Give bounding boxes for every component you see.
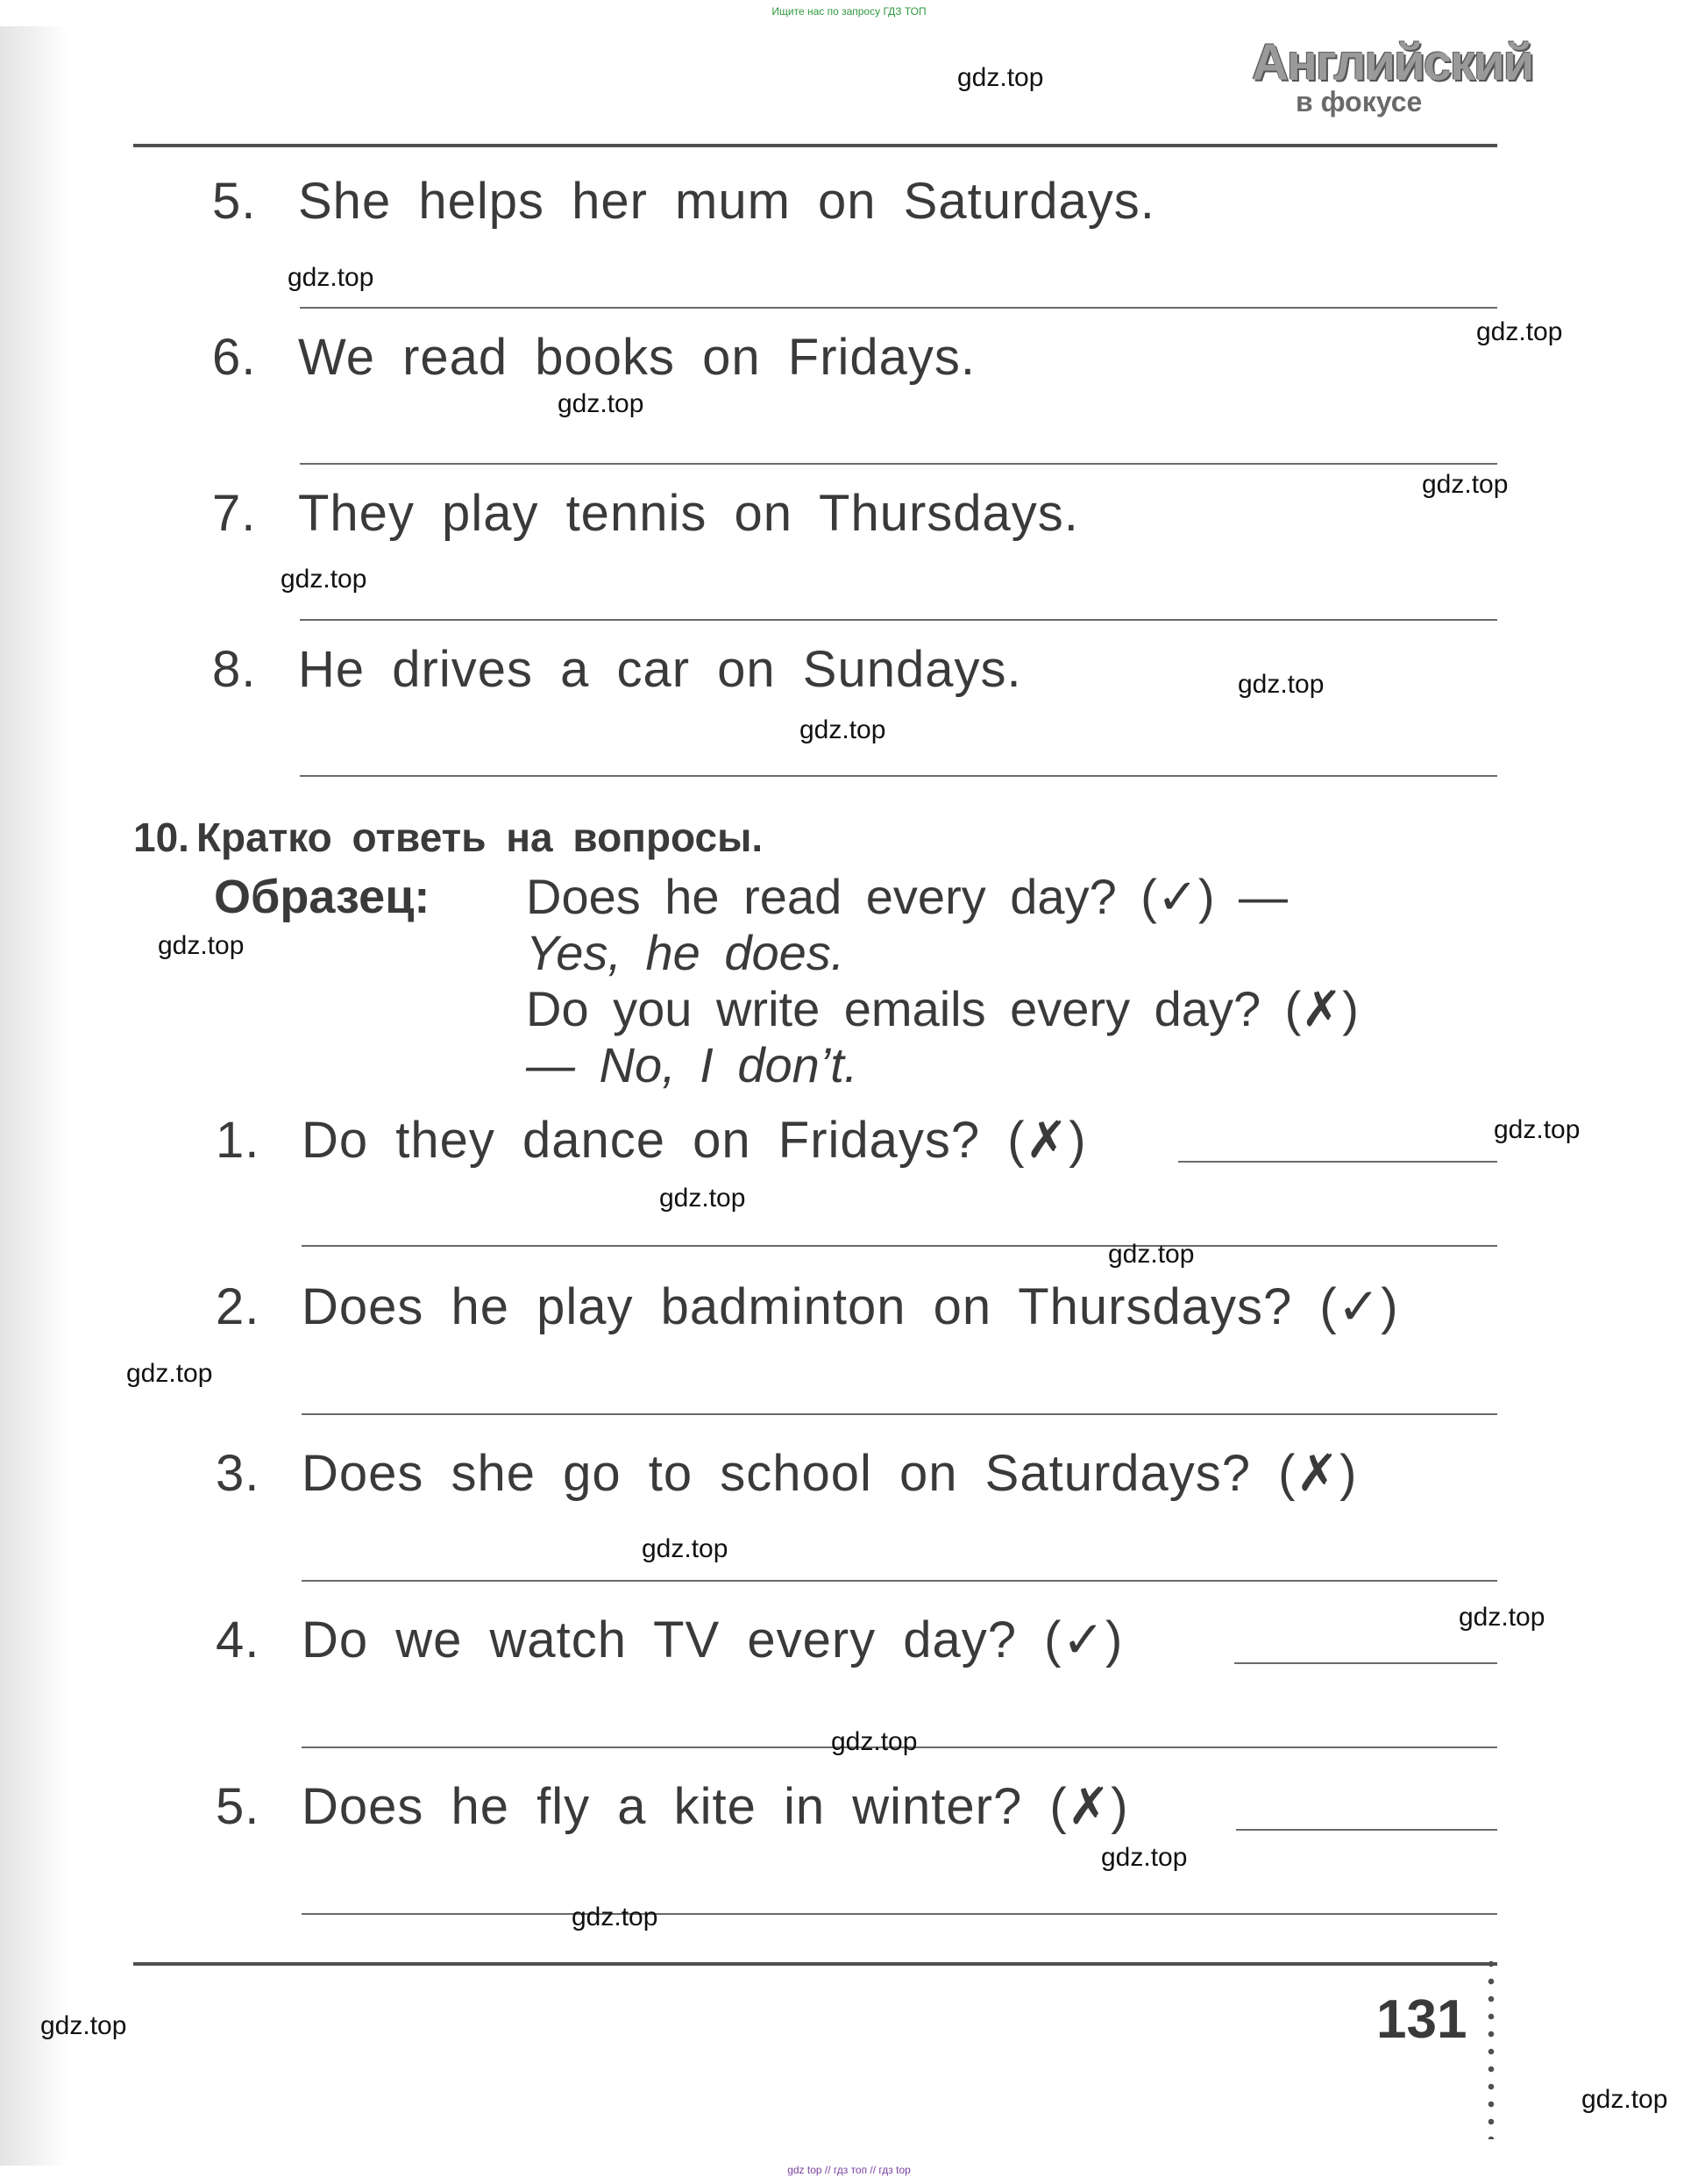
answer-line [1234, 1662, 1497, 1664]
sentence-text: We read books on Fridays. [298, 329, 977, 386]
question-text: Do we watch TV every day? (✓) [302, 1611, 1124, 1668]
site-notice: Ищите нас по запросу ГДЗ ТОП [771, 5, 927, 18]
question-number: 5. [216, 1778, 260, 1835]
question-text: Does he play badminton on Thursdays? (✓) [302, 1278, 1399, 1335]
sentence-text: They play tennis on Thursdays. [298, 485, 1079, 542]
answer-line [300, 775, 1497, 777]
header-rule [133, 144, 1497, 147]
question-item [216, 1610, 1123, 1669]
sentence-item [212, 484, 1079, 543]
sentence-item [212, 328, 976, 387]
question-number: 2. [216, 1278, 260, 1335]
sentence-number: 6. [212, 329, 257, 386]
watermark: gdz.top [799, 715, 886, 744]
book-logo [1243, 33, 1533, 121]
question-number: 4. [216, 1611, 260, 1668]
watermark: gdz.top [1476, 317, 1563, 346]
question-item [216, 1776, 1129, 1836]
page-fold-shadow [0, 26, 70, 2166]
watermark: gdz.top [957, 63, 1044, 92]
sample-answer: Yes, he does. [526, 925, 845, 980]
watermark: gdz.top [1101, 1843, 1188, 1872]
watermark: gdz.top [1459, 1603, 1545, 1632]
answer-line [300, 463, 1497, 465]
sentence-number: 8. [212, 641, 257, 698]
footer-rule [133, 1962, 1497, 1966]
question-text: Does she go to school on Saturdays? (✗) [302, 1445, 1358, 1502]
answer-line [1178, 1161, 1497, 1163]
sentence-number: 7. [212, 485, 257, 542]
question-item [216, 1443, 1357, 1503]
question-item [216, 1110, 1087, 1170]
question-item [216, 1277, 1399, 1336]
answer-line [1236, 1829, 1497, 1831]
question-number: 3. [216, 1445, 260, 1502]
watermark: gdz.top [1581, 2085, 1668, 2114]
question-text: Does he fly a kite in winter? (✗) [302, 1778, 1129, 1835]
watermark: gdz.top [831, 1727, 918, 1756]
question-number: 1. [216, 1112, 260, 1169]
watermark: gdz.top [1494, 1115, 1581, 1144]
logo-subtitle: в фокусе [1296, 86, 1423, 117]
footer-notice: gdz top // гдз топ // гдз top [787, 2164, 911, 2176]
sample-line: Does he read every day? (✓) — [526, 869, 1289, 924]
question-text: Do they dance on Fridays? (✗) [302, 1112, 1087, 1169]
answer-line [302, 1413, 1497, 1415]
answer-line [300, 619, 1497, 621]
watermark: gdz.top [1422, 470, 1509, 499]
watermark: gdz.top [1108, 1240, 1195, 1269]
watermark: gdz.top [572, 1903, 658, 1931]
answer-line [302, 1245, 1497, 1247]
exercise-title [133, 814, 763, 861]
page-number: 131 [1376, 1989, 1467, 2050]
watermark: gdz.top [158, 931, 245, 960]
sentence-item [212, 640, 1022, 699]
exercise-number: 10. [133, 815, 189, 860]
sample-label: Образец: [214, 871, 430, 923]
sentence-item [212, 172, 1155, 231]
sample-answer: — No, I don’t. [526, 1037, 858, 1092]
watermark: gdz.top [40, 2011, 127, 2040]
dotted-edge [1488, 1955, 1495, 2139]
watermark: gdz.top [281, 565, 367, 594]
exercise-instruction: Кратко ответь на вопросы. [195, 815, 764, 860]
watermark: gdz.top [642, 1534, 728, 1563]
answer-line [302, 1580, 1497, 1582]
watermark: gdz.top [558, 389, 644, 418]
sentence-text: She helps her mum on Saturdays. [298, 173, 1155, 230]
watermark: gdz.top [288, 263, 374, 292]
answer-line [300, 307, 1497, 309]
sample-line: Do you write emails every day? (✗) [526, 981, 1359, 1036]
watermark: gdz.top [1238, 670, 1325, 699]
watermark: gdz.top [659, 1184, 746, 1213]
logo-title: Английский [1252, 34, 1533, 91]
sentence-number: 5. [212, 173, 257, 230]
sentence-text: He drives a car on Sundays. [298, 641, 1022, 698]
watermark: gdz.top [126, 1359, 213, 1388]
answer-line [302, 1913, 1497, 1915]
